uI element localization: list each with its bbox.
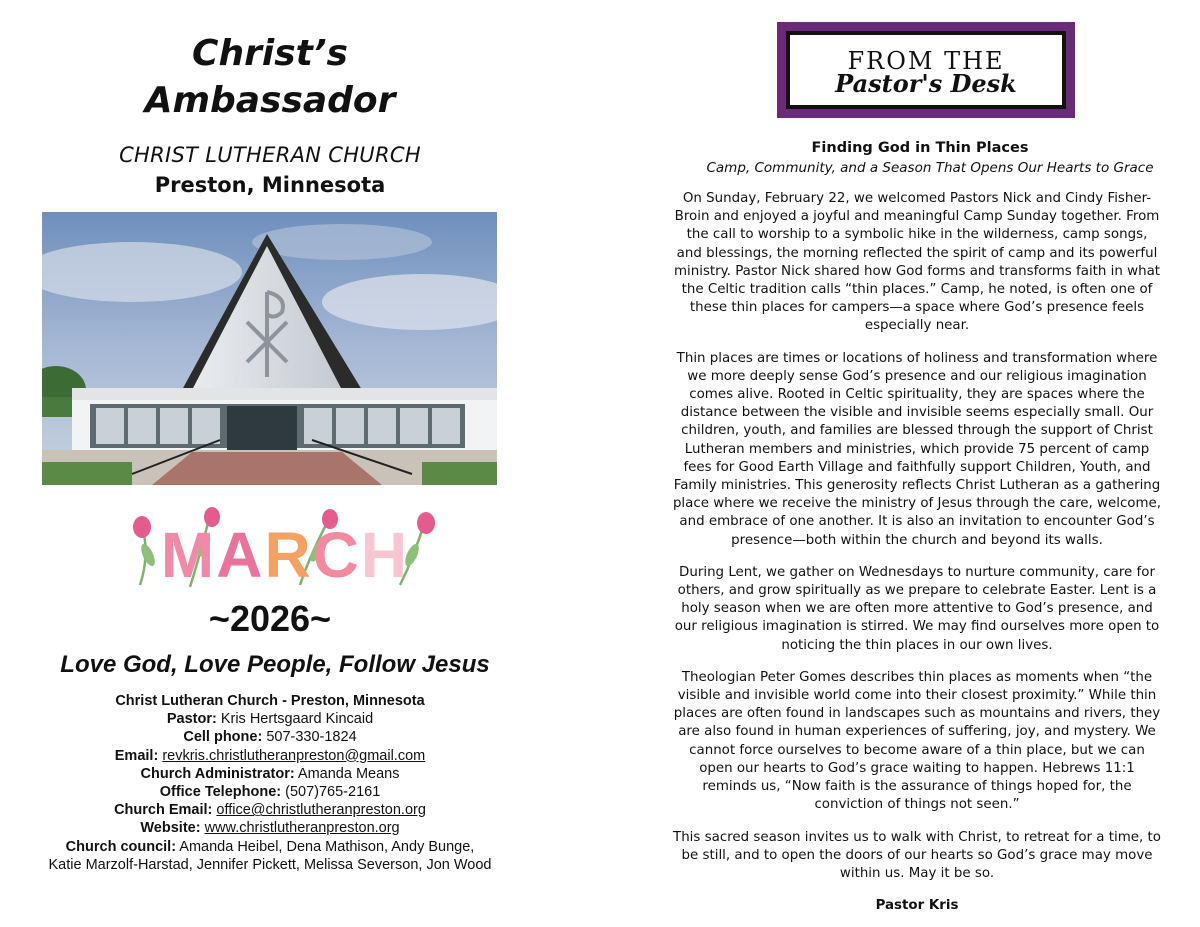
- church-building-image: [42, 212, 497, 485]
- church-email-link[interactable]: office@christlutheranpreston.org: [216, 802, 426, 819]
- pastor-email-link[interactable]: revkris.christlutheranpreston@gmail.com: [162, 747, 426, 764]
- church-motto: Love God, Love People, Follow Jesus: [60, 651, 490, 678]
- article-paragraph: Thin places are times or locations of holiness and transformation where we more deeply sense God’s presence and our religious imagination comes alive. Rooted in Celtic spirituality, they are spaces where the distance between the visible and invisible seems especially small. Our children, youth, and families are blessed through the support of Christ Lutheran members and ministries, which provide 75 percent of camp fees for Good Earth Village and faithfully support Children, Youth, and Family ministries. This generosity reflects Christ Lutheran as a gathering place where we receive the ministry of Jesus through the care, welcome, and embrace of one another. It is also an invitation to encounter God’s presence—both within the church and beyond its walls.: [672, 350, 1162, 548]
- article-body: [672, 190, 1162, 915]
- church-name: CHRIST LUTHERAN CHURCH: [119, 143, 421, 167]
- title-line-2: Ambassador: [144, 80, 396, 121]
- contact-admin: Church Administrator: Amanda Means: [140, 765, 400, 782]
- church-location: Preston, Minnesota: [154, 173, 386, 197]
- month-text: MARCH: [160, 519, 410, 591]
- contact-council-continued: Katie Marzolf-Harstad, Jennifer Pickett, Melissa Severson, Jon Wood: [48, 856, 492, 873]
- newsletter-title: [0, 30, 540, 124]
- contact-email: Email: revkris.christlutheranpreston@gmail.com: [114, 747, 426, 764]
- article-paragraph: On Sunday, February 22, we welcomed Pastors Nick and Cindy Fisher-Broin and enjoyed a joyful and meaningful Camp Sunday together. From the call to worship to a symbolic hike in the wilderness, camp songs, and blessings, the morning reflected the spirit of camp and its powerful ministry. Pastor Nick shared how God forms and transforms faith in what the Celtic tradition calls “thin places.” Camp, he noted, is often one of these thin places for campers—a space where God’s presence feels especially near.: [673, 191, 1161, 334]
- article-paragraph: During Lent, we gather on Wednesdays to nurture community, care for others, and grow spiritually as we prepare to celebrate Easter. Lent is a holy season when we are often more attentive to God’s presence, and our religious imagination is stirred. We may find ourselves more open to noticing the thin places in our own lives.: [674, 564, 1160, 653]
- contact-council: Church council: Amanda Heibel, Dena Mathison, Andy Bunge,: [65, 838, 475, 855]
- cover-column: [0, 0, 540, 927]
- title-line-1: Christ’s: [192, 33, 348, 74]
- contact-cell: Cell phone: 507-330-1824: [183, 729, 357, 746]
- banner-top-text: FROM THE: [847, 47, 1005, 75]
- article-paragraph: This sacred season invites us to walk with Christ, to retreat for a time, to be still, and to open the doors of our hearts so God’s grace may move within us. May it be so.: [673, 829, 1161, 881]
- contact-heading: Christ Lutheran Church - Preston, Minnesota: [115, 693, 425, 709]
- article-signature: Pastor Kris: [875, 898, 959, 914]
- pastor-column: [660, 0, 1180, 927]
- church-photo: [42, 212, 497, 485]
- article-paragraph: Theologian Peter Gomes describes thin places as moments when “the visible and invisible world come into their closest proximity.” While thin places are often found in landscapes such as mountains and rivers, they are also found in human experiences of suffering, joy, and mystery. We cannot force ourselves to become aware of a thin place, but we can open our hearts to God’s grace waiting to happen. Hebrews 11:1 reminds us, “Now faith is the assurance of things hoped for, the conviction of things not seen.”: [673, 669, 1161, 813]
- article-title: Finding God in Thin Places: [811, 140, 1029, 156]
- contact-website: Website: www.christlutheranpreston.org: [140, 820, 400, 837]
- banner-inner: [786, 31, 1066, 109]
- contact-office-phone: Office Telephone: (507)765-2161: [159, 784, 381, 801]
- contact-church-email: Church Email: office@christlutheranpreston.org: [114, 802, 426, 819]
- contact-pastor: Pastor: Kris Hertsgaard Kincaid: [166, 711, 374, 728]
- contact-block: [0, 692, 540, 874]
- article-subtitle: Camp, Community, and a Season That Opens Our Hearts to Grace: [706, 160, 1154, 176]
- banner-bottom-text: Pastor's Desk: [835, 69, 1017, 98]
- month-graphic: [130, 505, 440, 591]
- newsletter-year: ~2026~: [208, 598, 332, 639]
- website-link[interactable]: www.christlutheranpreston.org: [204, 820, 400, 837]
- pastors-desk-banner: [777, 22, 1075, 118]
- march-floral-wordart: [130, 505, 440, 591]
